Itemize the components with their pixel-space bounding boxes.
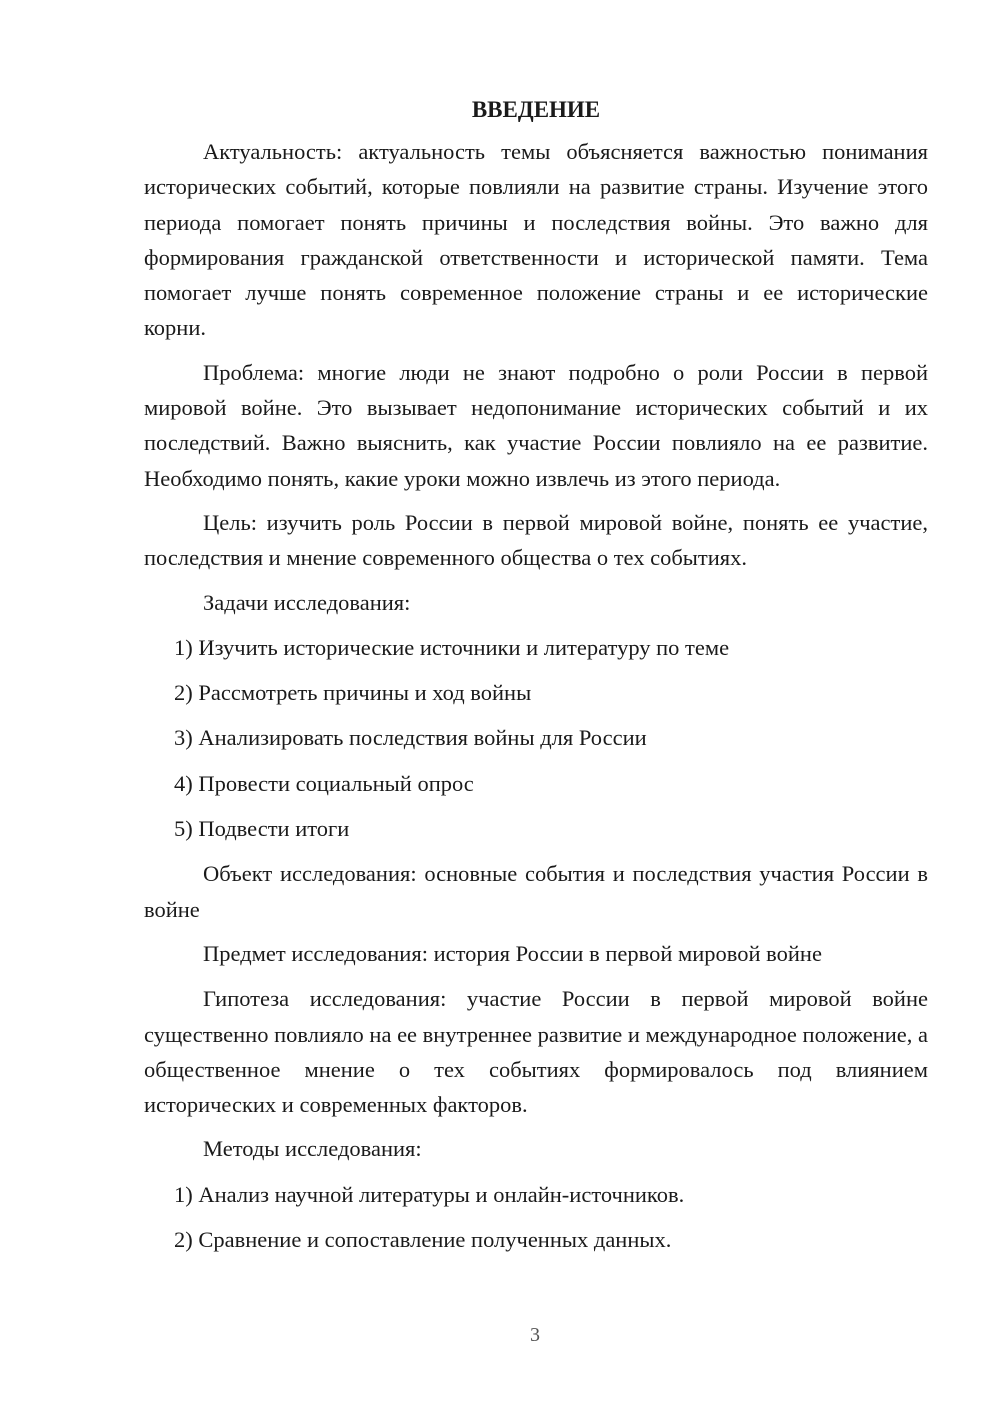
task-item: 2) Рассмотреть причины и ход войны <box>174 680 532 706</box>
page-number: 3 <box>530 1324 540 1346</box>
methods-list <box>144 1177 928 1258</box>
problem-paragraph: Проблема: многие люди не знают подробно о роли России в первой мировой войне. Это вызывает недопонимание исторических событий и их последствий. Важно выяснить, как участие России повлияло на ее развитие. Необходимо понять, какие уроки можно извлечь из этого периода. <box>144 359 928 491</box>
task-item: 5) Подвести итоги <box>174 816 350 842</box>
object-paragraph: Объект исследования: основные события и последствия участия России в войне <box>144 861 928 922</box>
method-item: 2) Сравнение и сопоставление полученных данных. <box>174 1227 672 1253</box>
tasks-list <box>144 630 928 846</box>
subject-paragraph: Предмет исследования: история России в первой мировой войне <box>203 940 822 966</box>
hypothesis-paragraph: Гипотеза исследования: участие России в первой мировой войне существенно повлияло на ее внутреннее развитие и международное положение, а общественное мнение о тех событиях формировалось под влиянием исторических и современных факторов. <box>144 986 928 1118</box>
page-title: ВВЕДЕНИЕ <box>471 97 601 122</box>
methods-heading: Методы исследования: <box>203 1136 422 1162</box>
task-item: 3) Анализировать последствия войны для России <box>174 725 647 751</box>
task-item: 1) Изучить исторические источники и литературу по теме <box>174 634 730 660</box>
method-item: 1) Анализ научной литературы и онлайн-источников. <box>174 1181 685 1207</box>
page-content <box>144 92 928 1267</box>
task-item: 4) Провести социальный опрос <box>174 770 474 796</box>
relevance-paragraph: Актуальность: актуальность темы объясняется важностью понимания исторических событий, которые повлияли на развитие страны. Изучение этого периода помогает понять причины и последствия войны. Это важно для формирования гражданской ответственности и исторической памяти. Тема помогает лучше понять современное положение страны и ее исторические корни. <box>144 139 928 341</box>
goal-paragraph: Цель: изучить роль России в первой мировой войне, понять ее участие, последствия и мнение современного общества о тех событиях. <box>144 509 928 571</box>
tasks-heading: Задачи исследования: <box>203 589 411 615</box>
